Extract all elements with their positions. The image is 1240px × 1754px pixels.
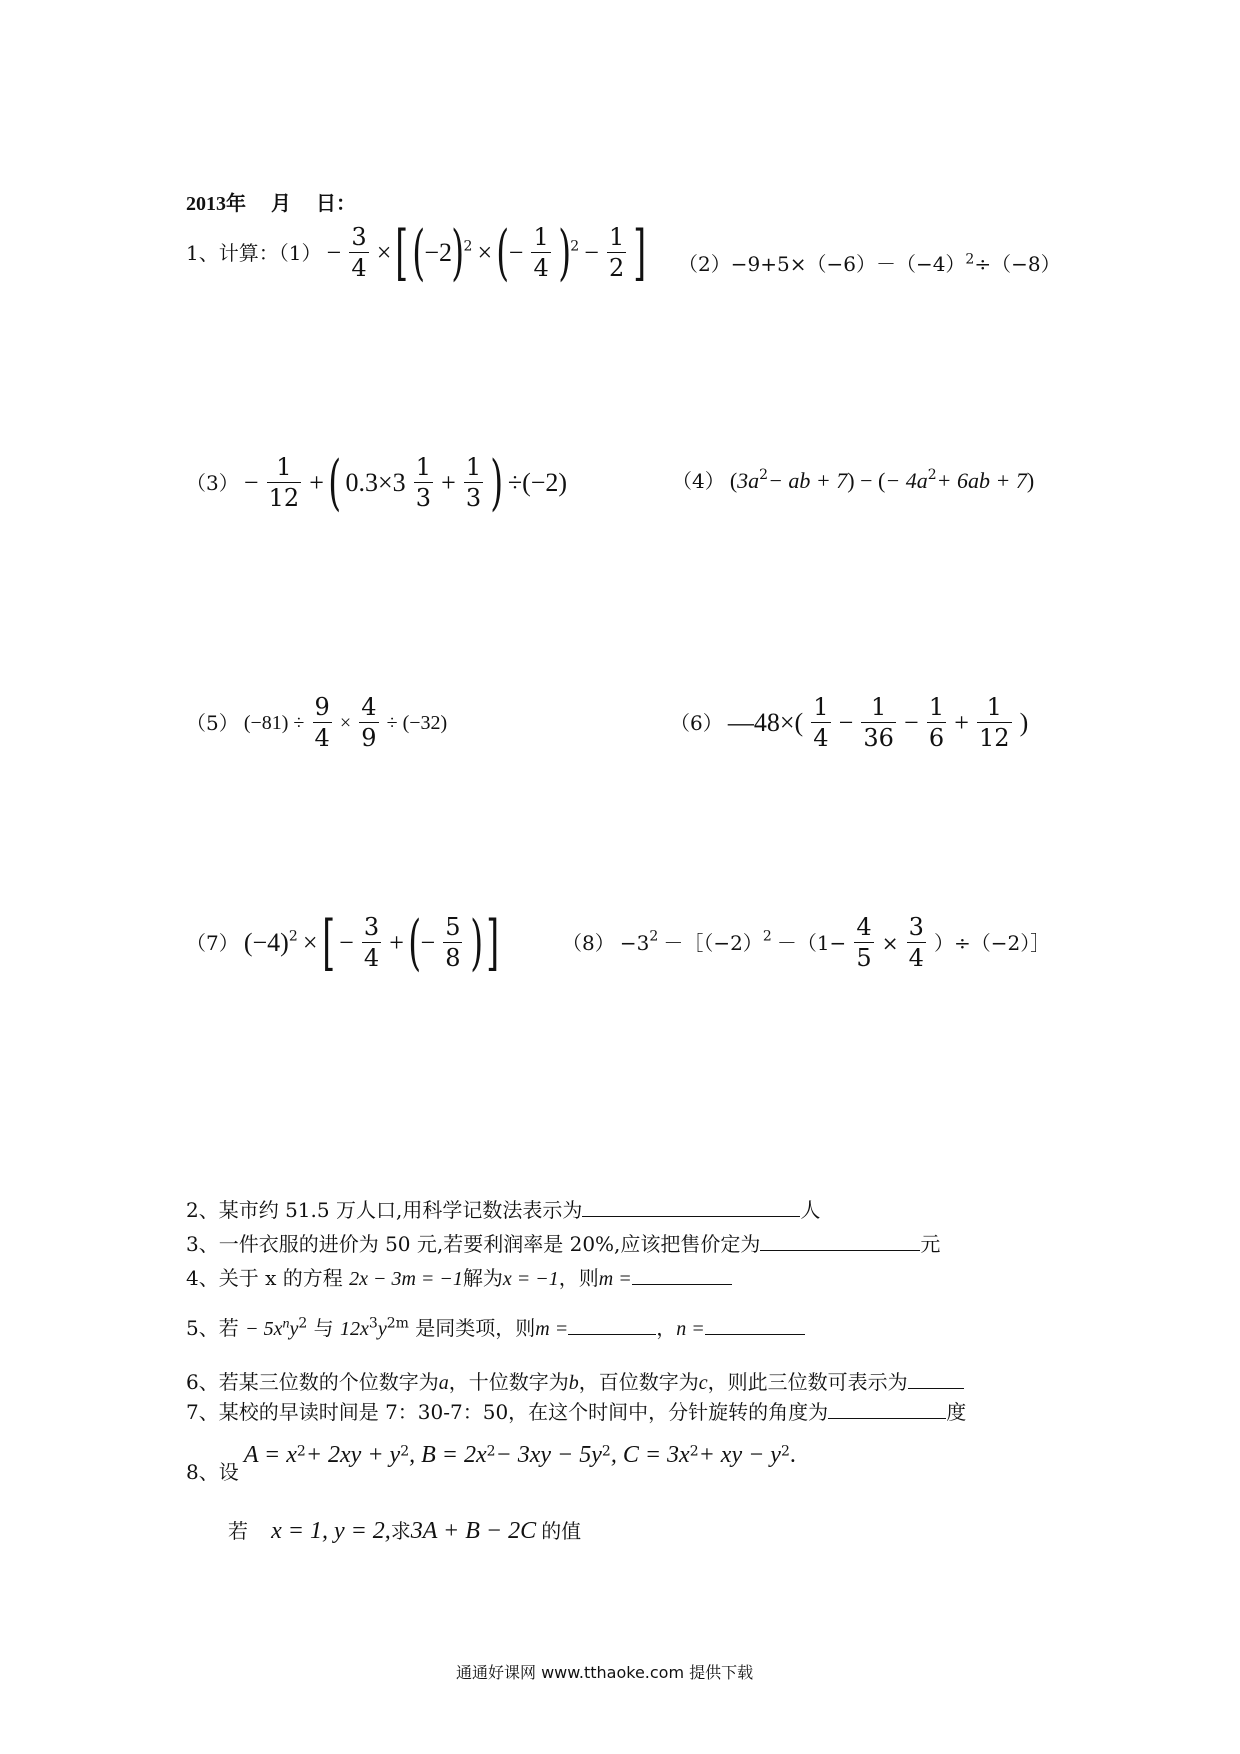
fraction: $\frac{1}{12}$ [978, 693, 1010, 752]
fraction: $\frac{1}{4}$ [533, 223, 549, 282]
question-6: 6、若某三位数的个位数字为a，十位数字为b，百位数字为c，则此三位数可表示为 [186, 1368, 964, 1395]
answer-blank[interactable] [908, 1368, 964, 1389]
question-3: 3、一件衣服的进价为 50 元,若要利润率是 20%,应该把售价定为 元 [186, 1232, 941, 1256]
footer-source: 通通好课网 www.tthaoke.com 提供下载 [456, 1663, 754, 1682]
fraction: $\frac{3}{4}$ [351, 223, 367, 282]
question-5: 5、若 − $5x^ny^2$ 与 $12x^3y^{2m}$ 是同类项，则m = ，n = [186, 1314, 805, 1341]
fraction: $\frac{1}{3}$ [415, 453, 432, 512]
question-4: 4、关于 x 的方程 2x − 3m = −1解为x = −1，则m = [186, 1264, 732, 1291]
fraction: $\frac{5}{8}$ [445, 913, 461, 972]
fraction: $\frac{1}{2}$ [609, 223, 625, 282]
fraction: $\frac{9}{4}$ [314, 693, 330, 752]
worksheet-date: 2013年 月 日： [186, 193, 356, 215]
answer-blank[interactable] [760, 1230, 920, 1251]
fraction: $\frac{3}{4}$ [908, 913, 924, 972]
fraction: $\frac{4}{5}$ [856, 913, 872, 972]
problem-1-6: （6） —48×( $\frac{1}{4}$ − $\frac{1}{36}$ − $\frac{1}{6}$ + $\frac{1}{12}$ ) [670, 693, 1029, 752]
answer-blank[interactable] [705, 1314, 805, 1335]
answer-blank[interactable] [828, 1398, 946, 1419]
fraction: $\frac{1}{36}$ [863, 693, 894, 752]
question-7: 7、某校的早读时间是 7：30-7：50，在这个时间中，分针旋转的角度为 度 [186, 1400, 967, 1424]
fraction: $\frac{4}{9}$ [361, 693, 377, 752]
problem-1-3: （3） − $\frac{1}{12}$ + ( 0.3×3 $\frac{1}{3}$ + $\frac{1}{3}$ ) ÷(−2) [186, 447, 568, 518]
question-8: 8、设 A = x2+ 2xy + y2, B = 2x2− 3xy − 5y2, C = 3x2+ xy − y2. [186, 1442, 796, 1484]
problem-1-5: （5） (−81) ÷ $\frac{9}{4}$ × $\frac{4}{9}$ ÷ (−32) [186, 693, 448, 752]
fraction: $\frac{1}{3}$ [465, 453, 482, 512]
answer-blank[interactable] [568, 1314, 656, 1335]
fraction: $\frac{1}{12}$ [268, 453, 300, 512]
question-8-condition: 若 x = 1, y = 2,求3A + B − 2C 的值 [228, 1518, 582, 1544]
answer-blank[interactable] [632, 1264, 732, 1285]
problem-1-7: （7） (−4)2 × [ − $\frac{3}{4}$ + (− $\frac{5}{8}$ ) ] [186, 907, 500, 978]
problem-1-2: $(2)-9+5\times(-6)-(-4)^2\div(-8)$ [678, 251, 1061, 276]
fraction: $\frac{3}{4}$ [363, 913, 380, 972]
problem-1-4: （4） (3a2− ab + 7) − (− 4a2+ 6ab + 7) [672, 467, 1035, 493]
fraction: $\frac{1}{6}$ [928, 693, 945, 752]
question-2: 2、某市约 51.5 万人口,用科学记数法表示为 人 [186, 1198, 821, 1222]
problem-1-1: 1、计算：（1） − $\frac{3}{4}$ × [ (−2)2 × (− $\frac{1}{4}$ )2 − $\frac{1}{2}$ ] [186, 217, 647, 288]
fraction: $\frac{1}{4}$ [813, 693, 829, 752]
answer-blank[interactable] [582, 1196, 800, 1217]
problem-1-8: （8） −32 －［（−2）2 －（1− $\frac{4}{5}$ × $\frac{3}{4}$ ）÷（−2）］ [562, 913, 1051, 972]
problem-1-intro: 1、计算：（1） [186, 240, 322, 265]
